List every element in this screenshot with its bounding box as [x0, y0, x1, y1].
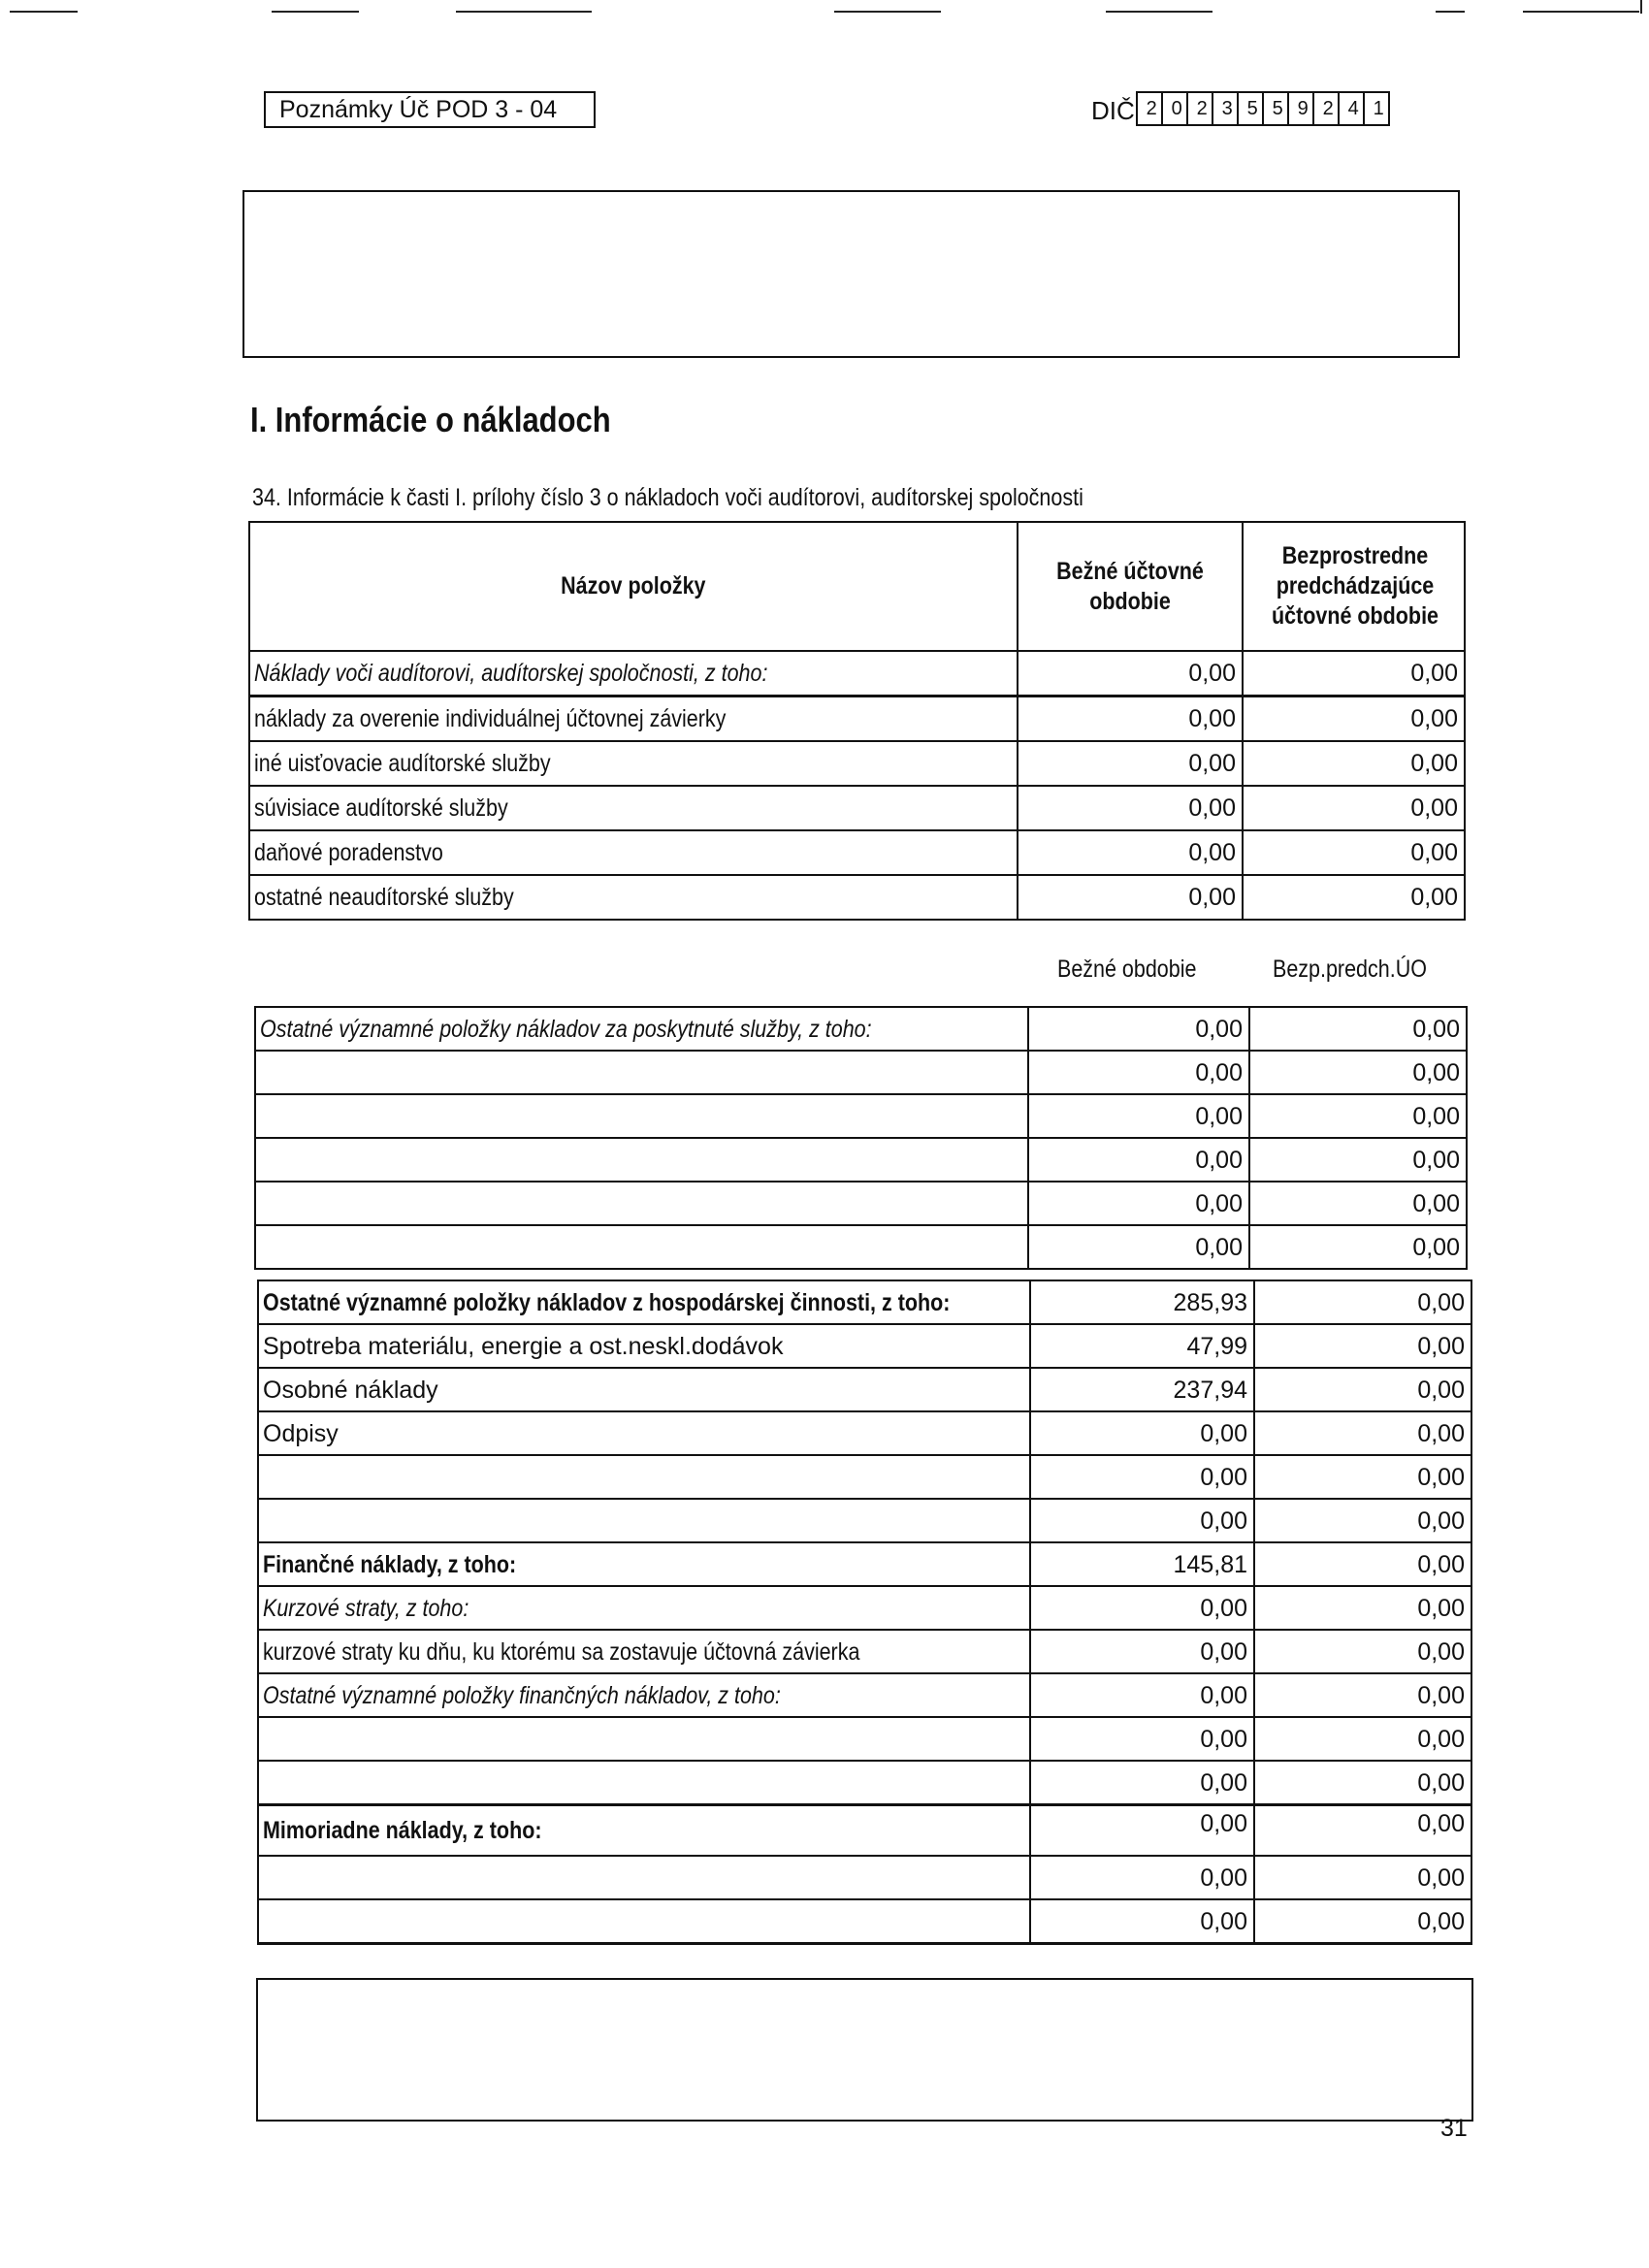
dic-field — [1091, 89, 1390, 126]
table-row: Odpisy 0,00 0,00 — [258, 1411, 1471, 1455]
table-header-row — [249, 522, 1465, 651]
section-subtitle: 34. Informácie k časti I. prílohy číslo 3 o nákladoch voči audítorovi, audítorskej spoločnosti — [252, 484, 1083, 511]
note-box-top — [242, 190, 1460, 358]
table-row: daňové poradenstvo 0,00 0,00 — [249, 830, 1465, 875]
form-id: Poznámky Úč POD 3 - 04 — [279, 96, 558, 123]
header-item: Názov položky — [249, 522, 1018, 651]
services-costs-table — [254, 1006, 1468, 1270]
table-row: Spotreba materiálu, energie a ost.neskl.dodávok 47,99 0,00 — [258, 1324, 1471, 1368]
table-row: 0,00 0,00 — [258, 1856, 1471, 1899]
scan-edge-marks — [0, 0, 1649, 29]
table-row: 0,00 0,00 — [255, 1051, 1467, 1094]
page-number: 31 — [1440, 2115, 1468, 2142]
table-row: Kurzové straty, z toho: 0,00 0,00 — [258, 1586, 1471, 1630]
table-row: 0,00 0,00 — [255, 1138, 1467, 1182]
dic-digit: 1 — [1365, 93, 1390, 124]
table-row: Ostatné významné položky finančných nákladov, z toho: 0,00 0,00 — [258, 1673, 1471, 1717]
table-row: ostatné neaudítorské služby 0,00 0,00 — [249, 875, 1465, 920]
table-row: Náklady voči audítorovi, audítorskej spoločnosti, z toho: 0,00 0,00 — [249, 651, 1465, 697]
table-row: 0,00 0,00 — [255, 1182, 1467, 1225]
table-row: kurzové straty ku dňu, ku ktorému sa zostavuje účtovná závierka 0,00 0,00 — [258, 1630, 1471, 1673]
operating-costs-table — [257, 1280, 1472, 1945]
auditor-costs-table — [248, 521, 1466, 921]
dic-digit: 0 — [1163, 93, 1188, 124]
dic-digit: 4 — [1340, 93, 1365, 124]
table-row: 0,00 0,00 — [258, 1761, 1471, 1805]
dic-digit-boxes — [1136, 91, 1390, 126]
dic-digit: 5 — [1264, 93, 1289, 124]
dic-digit: 2 — [1138, 93, 1163, 124]
column-header-current: Bežné obdobie — [1057, 956, 1197, 983]
table-row: 0,00 0,00 — [255, 1225, 1467, 1269]
table-row: Ostatné významné položky nákladov z hospodárskej činnosti, z toho: 285,93 0,00 — [258, 1280, 1471, 1324]
dic-digit: 2 — [1314, 93, 1340, 124]
table-row: Osobné náklady 237,94 0,00 — [258, 1368, 1471, 1411]
dic-digit: 9 — [1289, 93, 1314, 124]
table-row: 0,00 0,00 — [255, 1094, 1467, 1138]
note-box-bottom — [256, 1978, 1473, 2122]
section-title: I. Informácie o nákladoch — [250, 400, 611, 439]
column-header-previous: Bezp.predch.ÚO — [1273, 956, 1427, 983]
table-row: súvisiace audítorské služby 0,00 0,00 — [249, 786, 1465, 830]
table-row: 0,00 0,00 — [258, 1899, 1471, 1944]
table-row: 0,00 0,00 — [258, 1455, 1471, 1499]
table-row: Finančné náklady, z toho: 145,81 0,00 — [258, 1542, 1471, 1586]
form-id-box — [264, 91, 596, 128]
dic-digit: 3 — [1213, 93, 1239, 124]
header-current: Bežné účtovné obdobie — [1018, 522, 1243, 651]
table-row: iné uisťovacie audítorské služby 0,00 0,00 — [249, 741, 1465, 786]
dic-digit: 5 — [1239, 93, 1264, 124]
table-row: 0,00 0,00 — [258, 1499, 1471, 1542]
header-previous: Bezprostredne predchádzajúce účtovné obdobie — [1243, 522, 1465, 651]
column-headers — [1030, 956, 1476, 988]
table-row: náklady za overenie individuálnej účtovnej závierky 0,00 0,00 — [249, 697, 1465, 742]
table-row: Mimoriadne náklady, z toho: 0,00 0,00 — [258, 1805, 1471, 1857]
dic-digit: 2 — [1188, 93, 1213, 124]
dic-label: DIČ — [1091, 96, 1135, 125]
table-row: 0,00 0,00 — [258, 1717, 1471, 1761]
table-row: Ostatné významné položky nákladov za poskytnuté služby, z toho: 0,00 0,00 — [255, 1007, 1467, 1051]
